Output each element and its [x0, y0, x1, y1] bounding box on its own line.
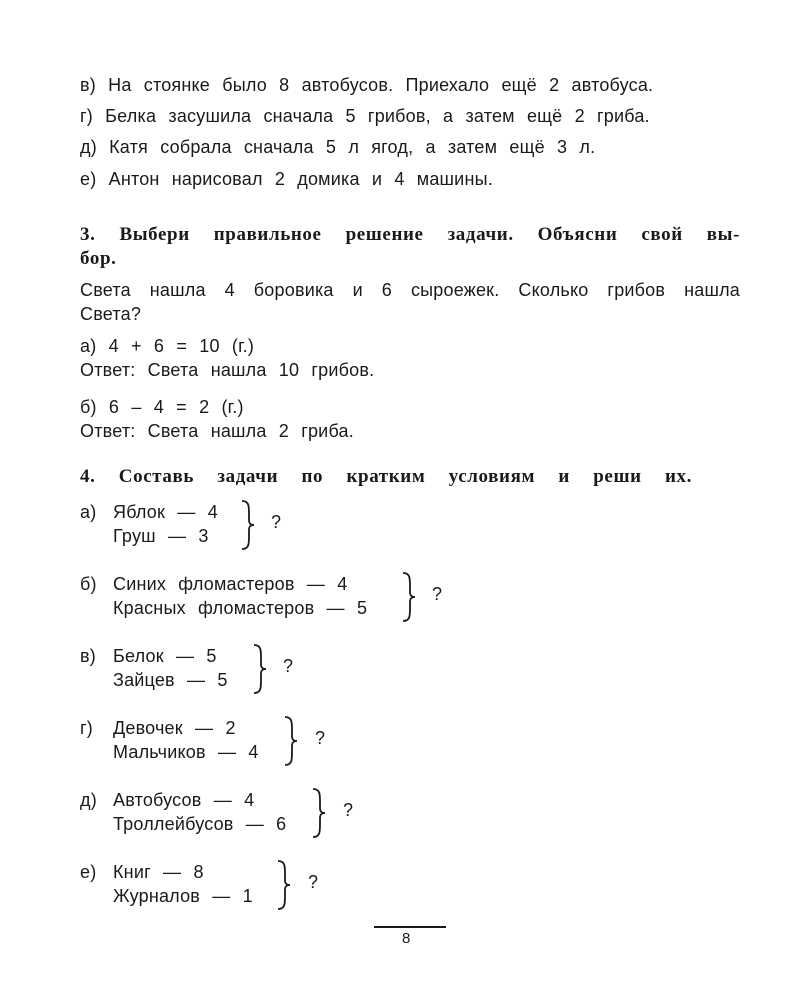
list-item-label: е)	[80, 169, 97, 189]
page-number-rule	[374, 926, 446, 928]
question-mark: ?	[315, 728, 326, 748]
condition-label: б)	[80, 574, 97, 594]
question-mark: ?	[308, 872, 319, 892]
condition-line: Мальчиков — 4	[113, 742, 259, 762]
task3-heading-line2: бор.	[80, 248, 117, 269]
curly-brace-icon	[276, 858, 292, 912]
condition-line: Яблок — 4	[113, 502, 218, 522]
condition-label: е)	[80, 862, 97, 882]
solution-label: а)	[80, 336, 97, 356]
list-item-text: На стоянке было 8 автобусов. Приехало ещё 2 автобуса.	[108, 75, 654, 95]
list-item-label: д)	[80, 137, 97, 157]
condition-line: Белок — 5	[113, 646, 217, 666]
list-item	[80, 169, 493, 190]
task3-problem-line2: Света?	[80, 304, 142, 324]
condition-label: а)	[80, 502, 97, 522]
condition-line: Автобусов — 4	[113, 790, 255, 810]
condition-line: Книг — 8	[113, 862, 204, 882]
list-item-text: Антон нарисовал 2 домика и 4 машины.	[108, 169, 493, 189]
list-item-text: Белка засушила сначала 5 грибов, а затем ещё 2 гриба.	[105, 106, 650, 126]
solution-answer: Ответ: Света нашла 10 грибов.	[80, 360, 375, 380]
list-item-label: в)	[80, 75, 96, 95]
condition-label: в)	[80, 646, 96, 666]
question-mark: ?	[283, 656, 294, 676]
curly-brace-icon	[401, 570, 417, 624]
curly-brace-icon	[311, 786, 327, 840]
question-mark: ?	[343, 800, 354, 820]
curly-brace-icon	[283, 714, 299, 768]
solution-expression	[80, 336, 254, 357]
task4-heading: 4. Составь задачи по кратким условиям и реши их.	[80, 466, 692, 487]
condition-line: Груш — 3	[113, 526, 209, 546]
question-mark: ?	[271, 512, 282, 532]
condition-line: Синих фломастеров — 4	[113, 574, 348, 594]
solution-label: б)	[80, 397, 97, 417]
list-item	[80, 75, 653, 96]
solution-answer: Ответ: Света нашла 2 гриба.	[80, 421, 354, 441]
condition-label: д)	[80, 790, 97, 810]
task3-problem-line1: Света нашла 4 боровика и 6 сыроежек. Сколько грибов нашла	[80, 280, 740, 300]
solution-expr: 4 + 6 = 10 (г.)	[108, 336, 255, 356]
curly-brace-icon	[240, 498, 256, 552]
solution-expression	[80, 397, 244, 418]
condition-line: Девочек — 2	[113, 718, 236, 738]
solution-expr: 6 – 4 = 2 (г.)	[108, 397, 244, 417]
condition-line: Журналов — 1	[113, 886, 253, 906]
condition-line: Зайцев — 5	[113, 670, 228, 690]
condition-label: г)	[80, 718, 93, 738]
condition-line: Троллейбусов — 6	[113, 814, 287, 834]
page-number: 8	[402, 930, 411, 947]
list-item	[80, 137, 595, 158]
list-item-text: Катя собрала сначала 5 л ягод, а затем ещё 3 л.	[109, 137, 596, 157]
condition-line: Красных фломастеров — 5	[113, 598, 368, 618]
task3-heading-line1: 3. Выбери правильное решение задачи. Объясни свой вы-	[80, 224, 740, 245]
curly-brace-icon	[252, 642, 268, 696]
question-mark: ?	[432, 584, 443, 604]
list-item-label: г)	[80, 106, 93, 126]
list-item	[80, 106, 650, 127]
